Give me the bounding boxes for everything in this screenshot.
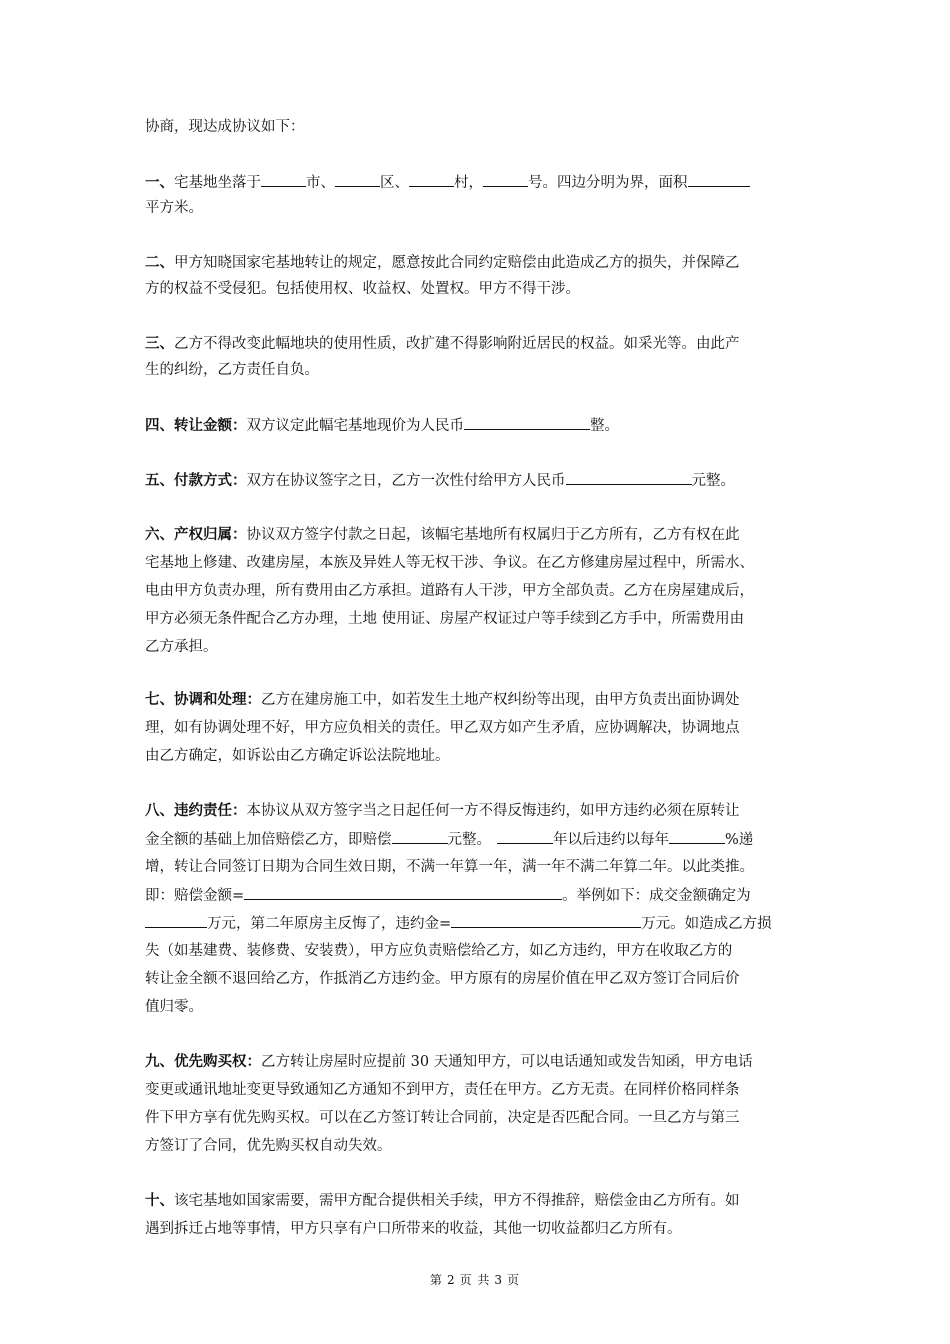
clause-1-line-2: 平方米。 (145, 200, 203, 216)
clause-5-text-2: 元整。 (691, 473, 735, 489)
clause-1-text-2: 市、 (306, 175, 335, 191)
compensation-blank (392, 829, 448, 844)
clause-1-number: 一、 (145, 174, 174, 191)
clause-8-line-8: 值归零。 (145, 999, 203, 1015)
clause-9-line-2: 变更或通讯地址变更导致通知乙方通知不到甲方，责任在甲方。乙方无责。在同样价格同样条 (145, 1082, 740, 1098)
clause-1-text: 宅基地坐落于 (174, 175, 261, 191)
payment-blank (566, 470, 692, 485)
current-page-number: 2 (446, 1273, 456, 1287)
clause-2-text: 甲方知晓国家宅基地转让的规定，愿意按此合同约定赔偿由此造成乙方的损失，并保障乙 (174, 255, 740, 271)
clause-9-heading: 九、优先购买权： (145, 1053, 261, 1070)
district-blank (335, 172, 380, 187)
number-blank (483, 172, 528, 187)
clause-2-number: 二、 (145, 254, 174, 271)
clause-8-line-6: 失（如基建费、装修费、安装费），甲方应负责赔偿给乙方，如乙方违约，甲方在收取乙方的 (145, 943, 733, 959)
clause-3 (145, 334, 740, 354)
clause-8-text-2a: 金全额的基础上加倍赔偿乙方，即赔偿 (145, 832, 392, 848)
clause-8-line-3: 增，转让合同签订日期为合同生效日期，不满一年算一年，满一年不满二年算二年。以此类推。 (145, 859, 754, 875)
clause-3-number: 三、 (145, 335, 174, 352)
intro-line: 协商，现达成协议如下： (145, 119, 305, 135)
clause-4-text: 双方议定此幅宅基地现价为人民币 (246, 418, 464, 434)
clause-6-line-5: 乙方承担。 (145, 639, 218, 655)
penalty-blank (451, 913, 641, 928)
city-blank (261, 172, 306, 187)
clause-3-text: 乙方不得改变此幅地块的使用性质，改扩建不得影响附近居民的权益。如采光等。由此产 (174, 336, 740, 352)
clause-8-line-5 (145, 913, 772, 934)
clause-6-line-2: 宅基地上修建、改建房屋，本族及异姓人等无权干涉、争议。在乙方修建房屋过程中，所需水、 (145, 555, 754, 571)
clause-8-text-5a: 万元，第二年原房主反悔了，违约金= (207, 916, 452, 932)
clause-6-line-3: 电由甲方负责办理，所有费用由乙方承担。道路有人干涉，甲方全部负责。乙方在房屋建成后， (145, 583, 754, 599)
clause-8-line-4 (145, 885, 751, 906)
clause-2 (145, 253, 740, 273)
clause-8-line-7: 转让金全额不退回给乙方，作抵消乙方违约金。甲方原有的房屋价值在甲乙双方签订合同后价 (145, 971, 740, 987)
clause-6-line-4: 甲方必须无条件配合乙方办理，土地 使用证、房屋产权证过户等手续到乙方手中，所需费用由 (145, 611, 745, 627)
rate-blank (669, 829, 725, 844)
clause-6-text: 协议双方签字付款之日起，该幅宅基地所有权属归于乙方所有，乙方有权在此 (246, 527, 740, 543)
clause-7 (145, 690, 740, 710)
clause-5-text: 双方在协议签字之日，乙方一次性付给甲方人民币 (246, 473, 566, 489)
clause-7-line-3: 由乙方确定，如诉讼由乙方确定诉讼法院地址。 (145, 748, 450, 764)
clause-8-text-4a: 即：赔偿金额= (145, 888, 245, 904)
total-page-count: 3 (494, 1273, 504, 1287)
clause-1-text-3: 区、 (380, 175, 409, 191)
deal-amount-blank (145, 913, 207, 928)
clause-7-text: 乙方在建房施工中，如若发生土地产权纠纷等出现，由甲方负责出面协调处 (261, 692, 740, 708)
clause-1 (145, 172, 750, 193)
clause-10-number: 十、 (145, 1192, 174, 1209)
clause-10-text: 该宅基地如国家需要，需甲方配合提供相关手续，甲方不得推辞，赔偿金由乙方所有。如 (174, 1193, 740, 1209)
footer-middle: 页 共 (459, 1273, 491, 1287)
footer-suffix: 页 (507, 1273, 521, 1287)
formula-blank (244, 885, 562, 900)
clause-9-text: 乙方转让房屋时应提前 30 天通知甲方，可以电话通知或发告知函，甲方电话 (261, 1054, 753, 1070)
clause-4 (145, 415, 619, 436)
clause-6 (145, 525, 740, 545)
clause-4-text-2: 整。 (590, 418, 619, 434)
clause-5-heading: 五、付款方式： (145, 472, 247, 489)
clause-8-text-5b: 万元。如造成乙方损 (641, 916, 772, 932)
clause-7-heading: 七、协调和处理： (145, 691, 261, 708)
clause-5 (145, 470, 735, 491)
area-blank (688, 172, 750, 187)
village-blank (409, 172, 454, 187)
clause-7-line-2: 理，如有协调处理不好，甲方应负相关的责任。甲乙双方如产生矛盾，应协调解决，协调地点 (145, 720, 740, 736)
clause-8-text-2c: 年以后违约以每年 (553, 832, 669, 848)
clause-3-line-2: 生的纠纷，乙方责任自负。 (145, 362, 319, 378)
clause-8-text: 本协议从双方签字当之日起任何一方不得反悔违约，如甲方违约必须在原转让 (246, 803, 740, 819)
footer-prefix: 第 (429, 1273, 443, 1287)
clause-10-line-2: 遇到拆迁占地等事情，甲方只享有户口所带来的收益，其他一切收益都归乙方所有。 (145, 1221, 682, 1237)
clause-1-text-5: 号。四边分明为界，面积 (528, 175, 688, 191)
clause-1-text-4: 村， (454, 175, 483, 191)
clause-9-line-4: 方签订了合同，优先购买权自动失效。 (145, 1138, 392, 1154)
clause-8-text-2d: %递 (725, 832, 754, 848)
clause-8-text-2b: 元整。 (447, 832, 491, 848)
clause-8-line-2 (145, 829, 753, 850)
clause-2-line-2: 方的权益不受侵犯。包括使用权、收益权、处置权。甲方不得干涉。 (145, 281, 580, 297)
clause-8-heading: 八、违约责任： (145, 802, 247, 819)
clause-8 (145, 801, 740, 821)
clause-9 (145, 1052, 753, 1072)
clause-6-heading: 六、产权归属： (145, 526, 247, 543)
page-footer (0, 1271, 950, 1288)
clause-4-heading: 四、转让金额： (145, 417, 247, 434)
clause-9-line-3: 件下甲方享有优先购买权。可以在乙方签订转让合同前，决定是否匹配合同。一旦乙方与第三 (145, 1110, 740, 1126)
clause-8-text-4b: 。举例如下：成交金额确定为 (562, 888, 751, 904)
years-blank (497, 829, 553, 844)
price-blank (464, 415, 590, 430)
clause-10 (145, 1191, 740, 1211)
